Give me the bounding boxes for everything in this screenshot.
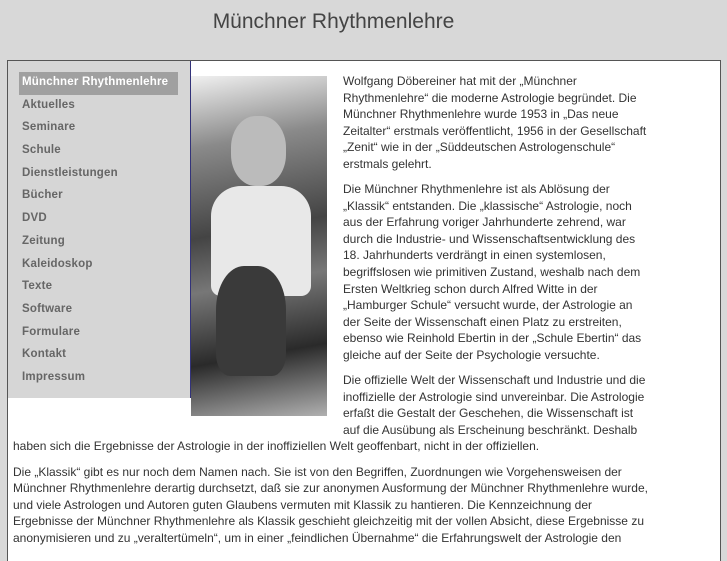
nav-item-muenchner-rhythmenlehre[interactable]: Münchner Rhythmenlehre	[19, 72, 178, 95]
nav-item-formulare[interactable]: Formulare	[22, 325, 81, 338]
left-column	[8, 61, 335, 426]
nav-item-seminare[interactable]: Seminare	[22, 121, 76, 134]
nav-menu	[8, 61, 190, 390]
photo-figure-head	[231, 116, 286, 186]
paragraph: Die „Klassik“ gibt es nur noch dem Namen nach. Sie ist von den Begriffen, Zuordnungen wie Vorgehensweisen der Münchner Rhythmenlehre derartig durchsetzt, daß sie zur anonymen Ausformung der Münchner Rhythmenlehre wurde, und viele Astrologen und Autoren guten Glaubens vermuten mit Klassik zu hantieren. Die Kennzeichnung der Ergebnisse der Münchner Rhythmenlehre als Klassik geschieht gleichzeitig mit der vollen Absicht, diese Ergebnisse zu anonymisieren und zu „veraltertümeln“, um in einer „feindlichen Übernahme“ die Erfahrungswelt der Astrologie den	[13, 464, 648, 545]
nav-item-software[interactable]: Software	[22, 302, 73, 315]
content-box	[7, 60, 721, 561]
paragraph: Die Münchner Rhythmenlehre ist als Ablösung der „Klassik“ entstanden. Die „klassische“ Astrologie, noch aus der Erfahrung voriger Jahrhunderte zehrend, war durch die Industrie- und Wissenschaftsentwicklung des 18. Jahrhunderts verdrängt in einen systemlosen, begriffslosen wie primitiven Zustand, weshalb nach dem Ersten Weltkrieg schon durch Alfred Witte in der „Hamburger Schule“ versucht wurde, der Astrologie an der Seite der Wissenschaft einen Platz zu erstreiten, ebenso wie Reinhold Ebertin in der „Schule Ebertin“ das gleiche auf der Seite der Psychologie versuchte.	[343, 182, 642, 362]
sidebar	[8, 61, 191, 398]
portrait-photo	[191, 76, 327, 416]
nav-item-buecher[interactable]: Bücher	[22, 189, 63, 202]
photo-dog	[216, 266, 286, 376]
nav-item-impressum[interactable]: Impressum	[22, 370, 86, 383]
nav-item-schule[interactable]: Schule	[22, 144, 61, 157]
nav-item-dienstleistungen[interactable]: Dienstleistungen	[22, 166, 118, 179]
nav-item-zeitung[interactable]: Zeitung	[22, 234, 65, 247]
page-title: Münchner Rhythmenlehre	[212, 10, 455, 33]
paragraph: Die offizielle Welt der Wissenschaft und Industrie und die inoffizielle der Astrologie sind unvereinbar. Die Astrologie erfaßt die Gestalt der Geschehen, die Wissenschaft ist auf die Ausübung als Erscheinung beschränkt. Deshalb haben sich die Ergebnisse der Astrologie in der inoffiziellen Welt geoffenbart, nicht in der offiziellen.	[13, 373, 646, 454]
nav-item-kontakt[interactable]: Kontakt	[22, 348, 67, 361]
paragraph: Wolfgang Döbereiner hat mit der „Münchner Rhythmenlehre“ die moderne Astrologie begründet. Die Münchner Rhythmenlehre wurde 1953 in „Das neue Zeitalter“ erstmals veröffentlicht, 1956 in der Gesellschaft „Zenit“ wie in der „Süddeutschen Astrologenschule“ erstmals gelehrt.	[343, 74, 647, 171]
nav-item-dvd[interactable]: DVD	[22, 212, 47, 225]
nav-item-kaleidoskop[interactable]: Kaleidoskop	[22, 257, 93, 270]
nav-item-aktuelles[interactable]: Aktuelles	[22, 98, 75, 111]
nav-item-texte[interactable]: Texte	[22, 280, 53, 293]
